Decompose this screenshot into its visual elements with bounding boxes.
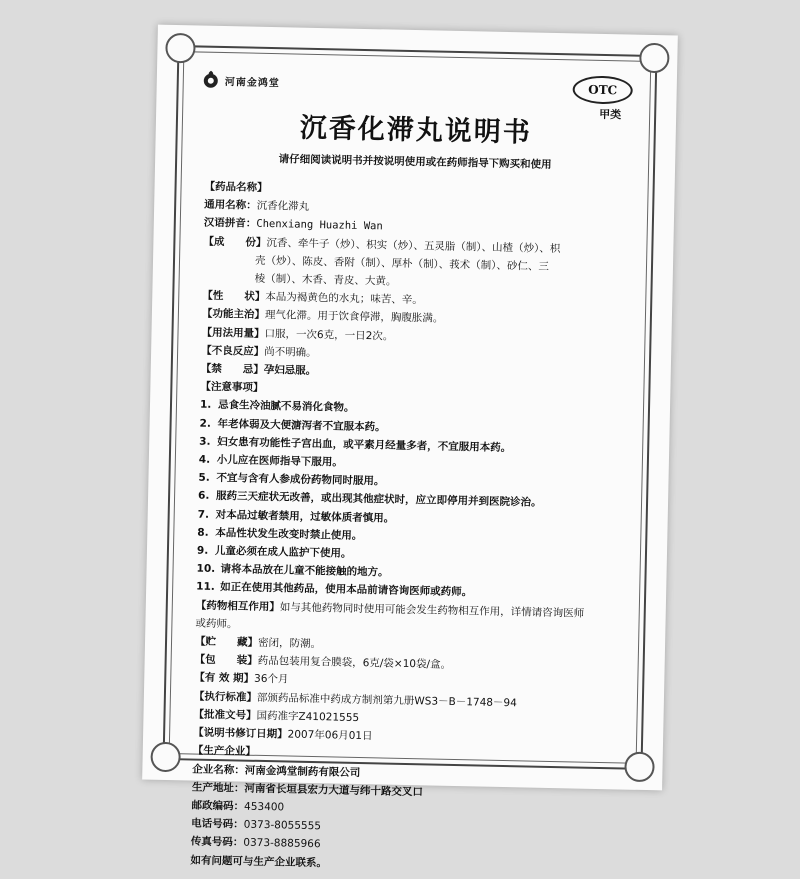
document-title: 沉香化滞丸说明书 — [299, 112, 533, 149]
precaution-number: 4. — [198, 453, 211, 466]
precaution-text: 不宜与含有人参成份药物同时服用。 — [216, 472, 385, 488]
function-value: 理气化滞。用于饮食停滞，胸腹胀满。 — [264, 309, 444, 326]
precaution-text: 忌食生冷油腻不易消化食物。 — [217, 399, 355, 415]
adverse-label: 【不良反应】 — [201, 344, 265, 358]
interaction-value-cont: 或药师。 — [195, 617, 238, 631]
logo-mark-icon — [201, 70, 221, 90]
corner-ornament-icon — [150, 742, 181, 773]
pinyin-label: 汉语拼音： — [203, 217, 257, 231]
standard-value: 部颁药品标准中药成方制剂第九册WS3－B－1748－94 — [256, 691, 517, 709]
fax-value: 0373-8885966 — [243, 836, 321, 851]
phone-label: 电话号码： — [191, 817, 244, 831]
interaction-label: 【药物相互作用】 — [195, 599, 280, 613]
ingredients-line-3: 棱（制）、木香、青皮、大黄。 — [254, 272, 397, 288]
precaution-text: 本品性状发生改变时禁止使用。 — [215, 526, 363, 542]
precaution-number: 8. — [197, 526, 209, 539]
precaution-text: 请将本品放在儿童不能接触的地方。 — [220, 563, 389, 579]
corner-ornament-icon — [624, 752, 655, 783]
expiry-label: 【有 效 期】 — [194, 672, 255, 686]
storage-value: 密闭，防潮。 — [257, 636, 322, 651]
dosage-value: 口服，一次6克，一日2次。 — [264, 327, 394, 343]
package-label: 【包 装】 — [194, 653, 258, 668]
precaution-text: 服药三天症状无改善，或出现其他症状时，应立即停用并到医院诊治。 — [215, 490, 542, 510]
precaution-number: 7. — [197, 508, 210, 521]
otc-badge: OTC — [572, 75, 633, 104]
phone-value: 0373-8055555 — [243, 818, 322, 833]
ingredients-label: 【成 份】 — [203, 235, 267, 249]
precaution-number: 1. — [199, 399, 212, 412]
precaution-number: 10. — [196, 562, 216, 576]
precaution-text: 如正在使用其他药品，使用本品前请咨询医师或药师。 — [220, 581, 473, 599]
instruction-sheet — [142, 25, 678, 869]
approval-label: 【批准文号】 — [193, 708, 257, 722]
precaution-number: 11. — [196, 581, 215, 594]
property-label: 【性 状】 — [202, 289, 266, 304]
closing-note: 如有问题可与生产企业联系。 — [190, 854, 328, 869]
expiry-value: 36个月 — [253, 673, 289, 686]
precaution-number: 3. — [199, 435, 211, 448]
approval-value: 国药准字Z41021555 — [256, 709, 360, 724]
contraindication-label: 【禁 忌】 — [200, 362, 264, 376]
address-label: 生产地址： — [191, 781, 245, 795]
precaution-number: 9. — [196, 544, 209, 557]
adverse-value: 尚不明确。 — [264, 345, 317, 359]
company-value: 河南金鸿堂制药有限公司 — [244, 764, 361, 779]
precaution-number: 5. — [198, 471, 210, 485]
precaution-text: 对本品过敏者禁用，过敏体质者慎用。 — [215, 508, 395, 525]
manufacturer-header: 【生产企业】 — [192, 744, 256, 759]
drug-name-header: 【药品名称】 — [204, 180, 268, 194]
precaution-text: 儿童必须在成人监护下使用。 — [214, 545, 352, 560]
ingredients-line-2: 壳（炒）、陈皮、香附（制）、厚朴（制）、莪术（制）、砂仁、三 — [254, 254, 550, 273]
generic-name-value: 沉香化滞丸 — [256, 199, 310, 214]
otc-class: 甲类 — [599, 107, 622, 122]
contraindication-value: 孕妇忌服。 — [263, 363, 317, 378]
corner-ornament-icon — [639, 43, 670, 74]
address-value: 河南省长垣县宏力大道与纬十路交叉口 — [244, 782, 424, 799]
postcode-label: 邮政编码： — [191, 799, 245, 813]
precaution-text: 妇女患有功能性子宫出血，或平素月经量多者，不宜服用本药。 — [217, 435, 512, 454]
standard-label: 【执行标准】 — [193, 690, 258, 704]
pinyin-value: Chenxiang Huazhi Wan — [256, 218, 383, 233]
property-value: 本品为褐黄色的水丸；味苦、辛。 — [265, 291, 423, 307]
postcode-value: 453400 — [243, 800, 285, 814]
interaction-value: 如与其他药物同时使用可能会发生药物相互作用，详情请咨询医师 — [279, 600, 585, 620]
storage-label: 【贮 藏】 — [194, 635, 259, 649]
precaution-text: 年老体弱及大便溏泻者不宜服本药。 — [217, 417, 386, 434]
company-label: 企业名称： — [192, 763, 245, 777]
fax-label: 传真号码： — [190, 835, 244, 849]
dosage-label: 【用法用量】 — [201, 326, 265, 340]
revision-label: 【说明书修订日期】 — [193, 726, 288, 741]
ingredients-line-1: 沉香、牵牛子（炒）、枳实（炒）、五灵脂（制）、山楂（炒）、枳 — [266, 236, 561, 255]
precaution-number: 6. — [197, 490, 210, 503]
function-label: 【功能主治】 — [201, 308, 266, 322]
reading-notice: 请仔细阅读说明书并按说明使用或在药师指导下购买和使用 — [278, 153, 552, 171]
document-body — [190, 178, 629, 878]
package-value: 药品包装用复合膜袋，6克/袋×10袋/盒。 — [257, 655, 452, 672]
precaution-text: 小儿应在医师指导下服用。 — [216, 454, 343, 469]
generic-name-label: 通用名称： — [204, 198, 257, 212]
precaution-number: 2. — [199, 417, 212, 430]
company-logo — [201, 70, 280, 92]
precautions-header: 【注意事项】 — [200, 380, 264, 395]
logo-text: 河南金鸿堂 — [224, 76, 280, 89]
revision-value: 2007年06月01日 — [287, 728, 373, 743]
